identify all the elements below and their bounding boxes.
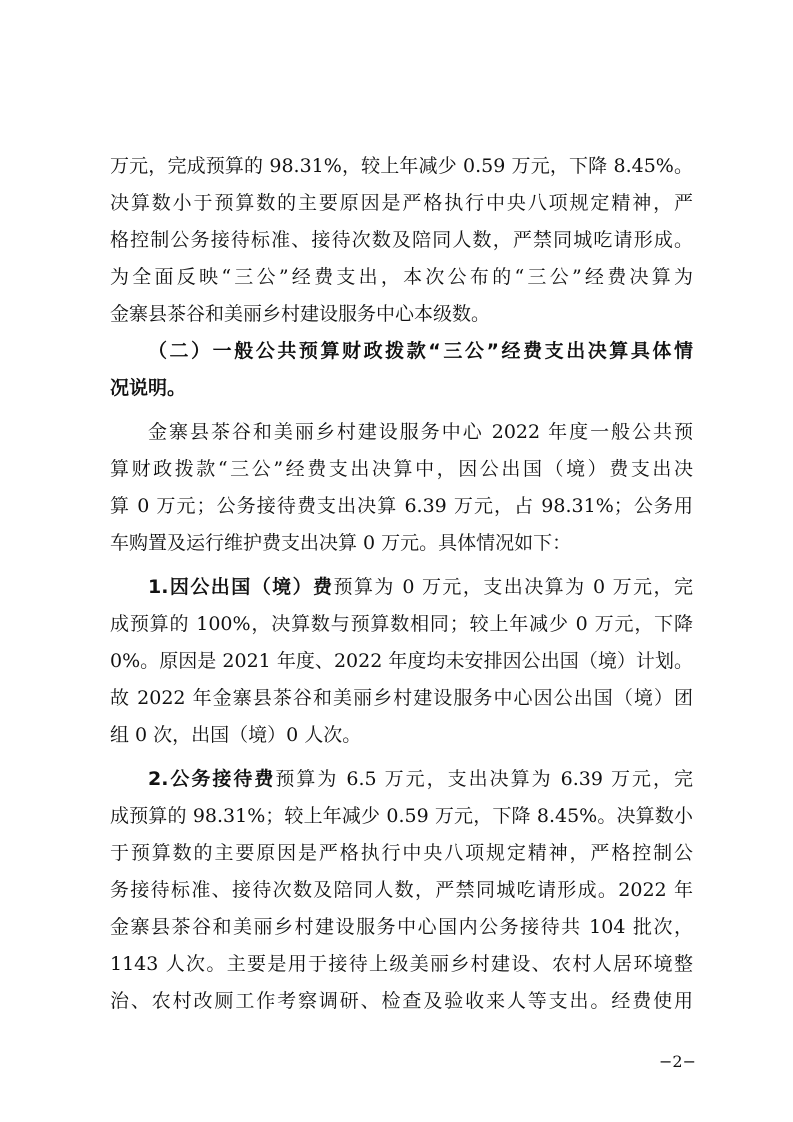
text-line: 金寨县茶谷和美丽乡村建设服务中心 2022 年度一般公共预	[148, 421, 693, 443]
paragraph-1	[110, 148, 693, 333]
text-line: 为全面反映“三公”经费支出，本次公布的“三公”经费决算为	[110, 266, 693, 288]
text-line: 车购置及运行维护费支出决算 0 万元。具体情况如下：	[110, 532, 572, 554]
text-fragment: 预算为 0 万元，支出决算为 0 万元，完	[333, 576, 693, 598]
text-line: 万元，完成预算的 98.31%，较上年减少 0.59 万元，下降 8.45%。	[110, 155, 693, 177]
heading-line: 况说明。	[110, 377, 187, 399]
text-line: 决算数小于预算数的主要原因是严格执行中央八项规定精神，严	[110, 192, 693, 214]
paragraph-2	[110, 414, 693, 562]
text-line: 算 0 万元；公务接待费支出决算 6.39 万元，占 98.31%；公务用	[110, 495, 693, 517]
item-lead: 1.因公出国（境）费	[148, 576, 334, 598]
page-number: −2−	[659, 1052, 696, 1071]
text-line	[110, 569, 693, 606]
text-line: 0%。原因是 2021 年度、2022 年度均未安排因公出国（境）计划。	[110, 650, 693, 672]
text-line: 金寨县茶谷和美丽乡村建设服务中心国内公务接待共 104 批次，	[110, 916, 693, 938]
text-fragment: 预算为 6.5 万元，支出决算为 6.39 万元，完	[275, 768, 693, 790]
text-line: 格控制公务接待标准、接待次数及陪同人数，严禁同城吃请形成。	[110, 229, 693, 251]
text-line: 于预算数的主要原因是严格执行中央八项规定精神，严格控制公	[110, 842, 693, 864]
section-heading	[110, 333, 693, 407]
document-body	[110, 148, 693, 1020]
text-line: 务接待标准、接待次数及陪同人数，严禁同城吃请形成。2022 年	[110, 879, 693, 901]
text-line: 治、农村改厕工作考察调研、检查及验收来人等支出。经费使用	[110, 990, 693, 1012]
heading-line: （二）一般公共预算财政拨款“三公”经费支出决算具体情	[148, 340, 693, 362]
paragraph-4	[110, 761, 693, 1020]
text-line: 故 2022 年金寨县茶谷和美丽乡村建设服务中心因公出国（境）团	[110, 687, 693, 709]
text-line: 成预算的 98.31%；较上年减少 0.59 万元，下降 8.45%。决算数小	[110, 805, 693, 827]
text-line: 算财政拨款“三公”经费支出决算中，因公出国（境）费支出决	[110, 458, 693, 480]
text-line	[110, 761, 693, 798]
text-line: 成预算的 100%，决算数与预算数相同；较上年减少 0 万元，下降	[110, 613, 693, 635]
text-line: 1143 人次。主要是用于接待上级美丽乡村建设、农村人居环境整	[110, 953, 693, 975]
text-line: 金寨县茶谷和美丽乡村建设服务中心本级数。	[110, 303, 491, 325]
text-line: 组 0 次，出国（境）0 人次。	[110, 724, 362, 746]
paragraph-3	[110, 569, 693, 754]
item-lead: 2.公务接待费	[148, 768, 276, 790]
